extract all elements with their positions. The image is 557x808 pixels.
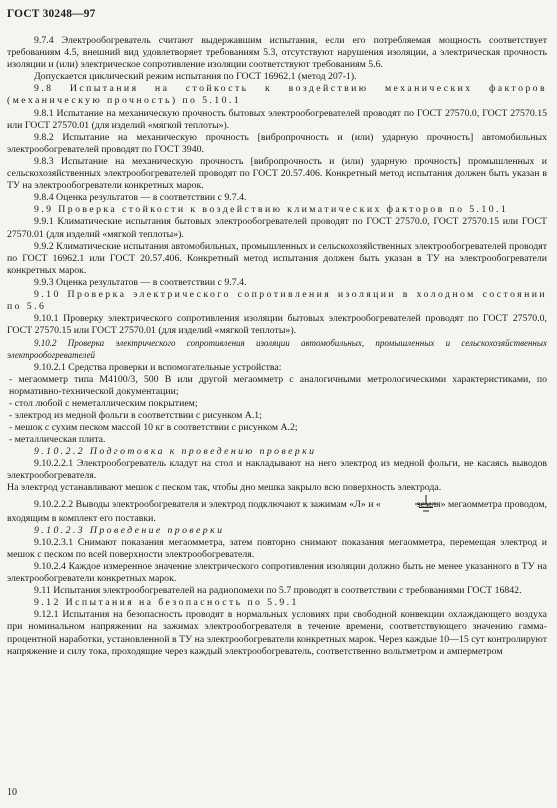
paragraph-9-10-2: 9.10.2 Проверка электрического сопротивления изоляции автомобильных, промышленных и сельскохозяйственных электрообогревателей <box>7 338 547 361</box>
subsection-heading-9-10-2-3: 9.10.2.3 Проведение проверки <box>34 524 225 536</box>
page-number: 10 <box>7 787 17 798</box>
list-item: - мешок с сухим песком массой 10 кг в соответствии с рисунком А.2; <box>9 422 298 433</box>
document-body <box>7 35 547 658</box>
paragraph-9-9-2: 9.9.2 Климатические испытания автомобильных, промышленных и сельскохозяйственных электрообогревателей проводят по ГОСТ 16962.1 или ГОСТ 20.57.406. Конкретный метод испытания должен быть указан в ТУ на электрообогреватели конкретных марок. <box>7 240 547 276</box>
paragraph-9-7-4: 9.7.4 Электрообогреватель считают выдержавшим испытания, если его потребляемая мощность соответствует требованиям 4.5, внешний вид удовлетворяет требованиям 5.3, отсутствуют нарушения изоляции, а электрическая прочность изоляции и (или) электрическое сопротивление изоляции соответствуют требованиям 5.6. <box>7 35 547 71</box>
paragraph-9-8-4: 9.8.4 Оценка результатов — в соответствии с 9.7.4. <box>34 192 247 204</box>
paragraph-9-10-2-2-2 <box>7 495 547 525</box>
section-heading-9-10: 9.10 Проверка электрического сопротивления изоляции в холодном состоянии по 5.6 <box>7 288 547 313</box>
list-item: - металлическая плита. <box>9 434 106 446</box>
paragraph-9-9-3: 9.9.3 Оценка результатов — в соответствии с 9.7.4. <box>34 276 247 288</box>
paragraph-9-8-2: 9.8.2 Испытание на механическую прочность [вибропрочность и (или) ударную прочность] автомобильных электрообогревателей проводят по ГОСТ 3940. <box>7 131 547 155</box>
list-item: - мегаомметр типа М4100/3, 500 В или другой мегаомметр с аналогичными метрологическими характеристиками, по нормативно-технической документации; <box>9 373 547 397</box>
paragraph-9-10-2-3-1: 9.10.2.3.1 Снимают показания мегаомметра, затем повторно снимают показания мегаомметра, перемещая электрод и мешок с песком по всей поверхности электрообогревателя. <box>7 536 547 560</box>
paragraph-9-10-2-2-1: 9.10.2.2.1 Электрообогреватель кладут на стол и накладывают на него электрод из медной фольги, не касаясь выводов электрообогревателя. <box>7 458 547 482</box>
paragraph-9-9-1: 9.9.1 Климатические испытания бытовых электрообогревателей проводят по ГОСТ 27570.0, ГОСТ 27570.15 или ГОСТ 27570.01 (для изделий «мягкой теплоты»). <box>7 216 547 240</box>
paragraph-9-11: 9.11 Испытания электрообогревателей на радиопомехи по 5.7 проводят в соответствии с требованиями ГОСТ 16842. <box>34 585 522 597</box>
paragraph-9-10-2-4: 9.10.2.4 Каждое измеренное значение электрического сопротивления изоляции должно быть не менее указанного в ТУ на электрообогреватели конкретных марок. <box>7 560 547 585</box>
ground-symbol-icon <box>384 495 414 513</box>
document-header: ГОСТ 30248—97 <box>7 8 96 20</box>
section-heading-9-9: 9.9 Проверка стойкости к воздействию климатических факторов по 5.10.1 <box>34 204 509 216</box>
paragraph-9-10-2-1: 9.10.2.1 Средства проверки и вспомогательные устройства: <box>34 361 282 373</box>
paragraph-9-10-2-2-2-end: земля» мегаомметра проводом, входящим в комплект его поставки. <box>7 498 547 524</box>
subsection-heading-9-10-2-2: 9.10.2.2 Подготовка к проведению проверки <box>34 446 317 458</box>
list-item: - электрод из медной фольги в соответствии с рисунком А.1; <box>9 409 262 421</box>
paragraph-9-8-3: 9.8.3 Испытание на механическую прочность [вибропрочность и (или) ударную прочность] промышленных и сельскохозяйственных электрообогревателей проводят по ГОСТ 20.57.406. Конкретный метод испытания должен быть указан в ТУ на электрообогреватели конкретных марок. <box>7 155 547 192</box>
paragraph-electrode-bag: На электрод устанавливают мешок с песком так, чтобы дно мешка закрыло всю поверхность электрода. <box>7 482 442 494</box>
section-heading-9-8: 9.8 Испытания на стойкость к воздействию механических факторов (механическую прочность) по 5.10.1 <box>7 83 547 107</box>
section-heading-9-12: 9.12 Испытания на безопасность по 5.9.1 <box>34 597 299 609</box>
paragraph-9-10-1: 9.10.1 Проверку электрического сопротивления изоляции бытовых электрообогревателей проводят по ГОСТ 27570.0, ГОСТ 27570.15 или ГОСТ 27570.01 (для изделий «мягкой теплоты»). <box>7 313 547 337</box>
paragraph-9-8-1: 9.8.1 Испытание на механическую прочность бытовых электрообогревателей проводят по ГОСТ 27570.0, ГОСТ 27570.15 или ГОСТ 27570.01 (для изделий «мягкой теплоты»). <box>7 107 547 131</box>
list-item: - стол любой с неметаллическим покрытием; <box>9 397 198 409</box>
paragraph-cyclic-mode: Допускается циклический режим испытания по ГОСТ 16962.1 (метод 207-1). <box>34 71 357 83</box>
paragraph-9-12-1: 9.12.1 Испытания на безопасность проводят в нормальных условиях при свободной конвекции охлаждающего воздуха при номинальном напряжении на зажимах электрообогревателя в течение времени, соответствующего значению гамма-процентной наработки, установленной в ТУ на электрообогреватели конкретных марок. Через каждые 10—15 сут контролируют напряжение и силу тока, проходящие через каждый электрообогреватель, соответственно вольтметром и амперметром <box>7 609 547 657</box>
paragraph-9-10-2-2-2-start: 9.10.2.2.2 Выводы электрообогревателя и электрод подключают к зажимам «Л» и « <box>34 498 381 510</box>
